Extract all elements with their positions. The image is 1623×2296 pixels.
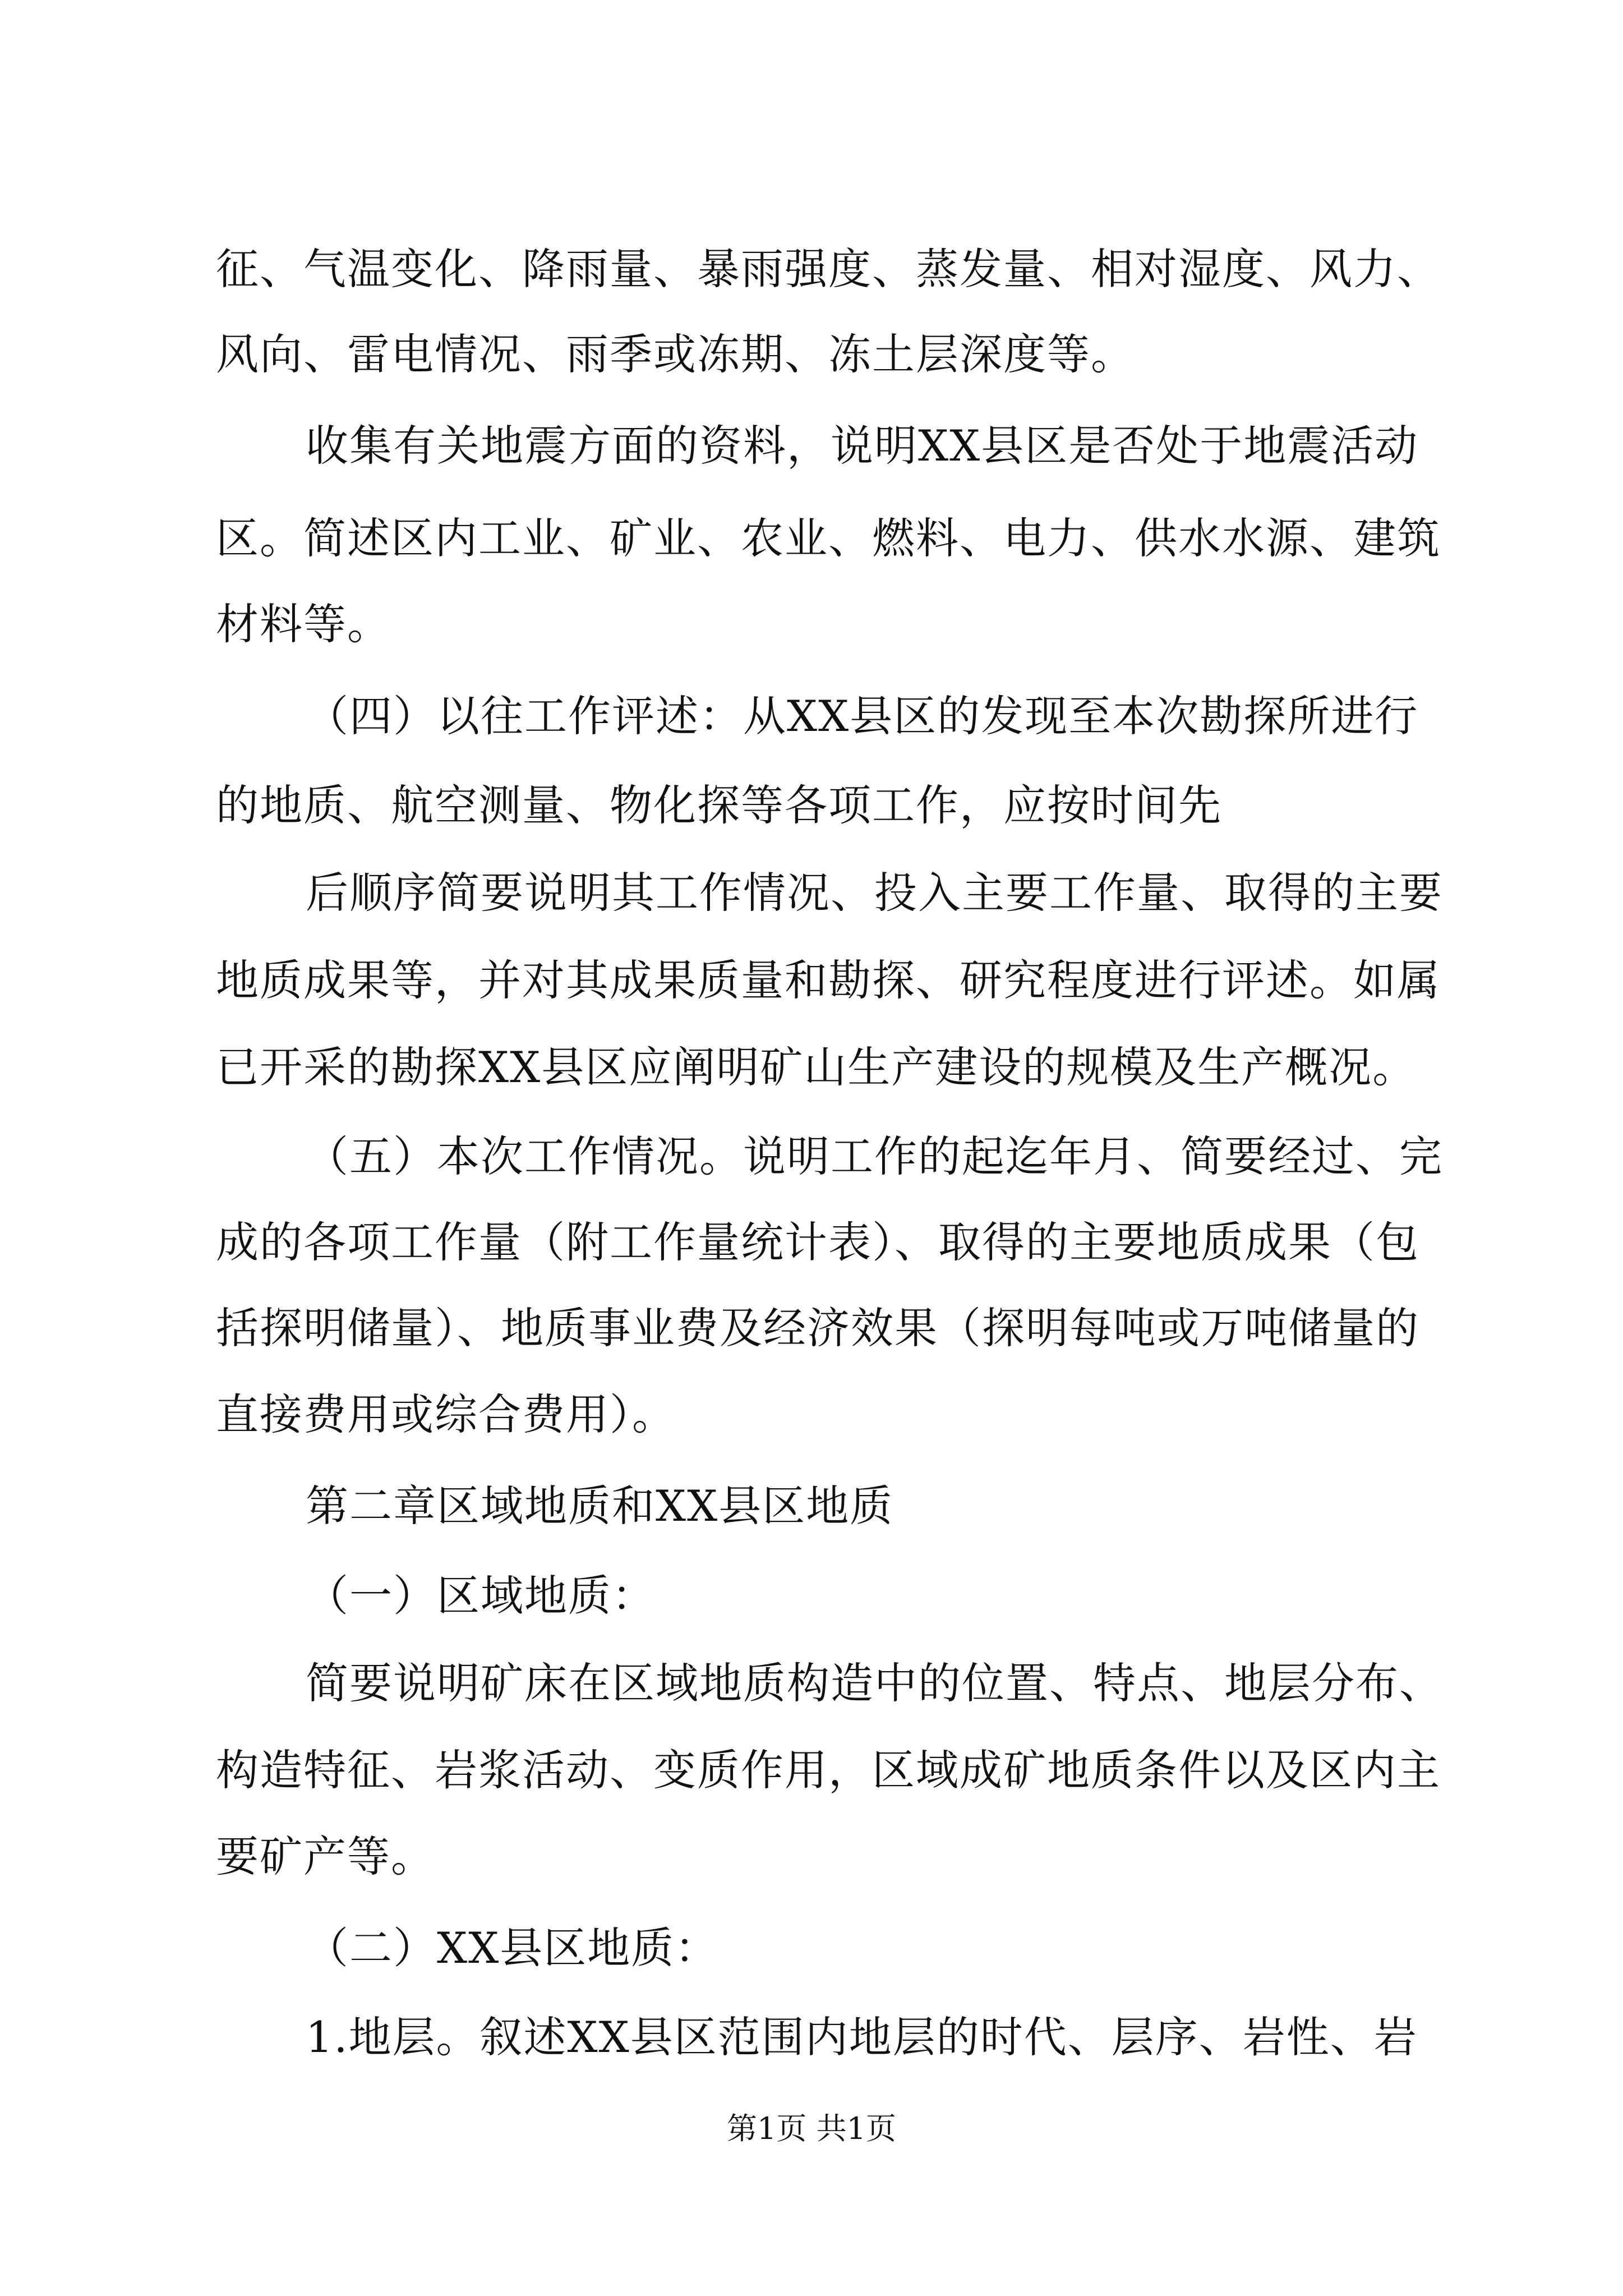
body-line: 后顺序简要说明其工作情况、投入主要工作量、取得的主要 <box>306 868 1443 918</box>
body-line: 直接费用或综合费用）。 <box>216 1389 676 1439</box>
body-line: （五）本次工作情况。说明工作的起迄年月、简要经过、完 <box>306 1131 1443 1181</box>
body-line: 区。简述区内工业、矿业、农业、燃料、电力、供水水源、建筑 <box>216 513 1441 563</box>
body-line: （四）以往工作评述：从XX县区的发现至本次勘探所进行 <box>306 691 1419 741</box>
body-line: 征、气温变化、降雨量、暴雨强度、蒸发量、相对湿度、风力、 <box>216 244 1441 294</box>
body-line: 风向、雷电情况、雨季或冻期、冻土层深度等。 <box>216 329 1135 379</box>
body-line: 成的各项工作量（附工作量统计表）、取得的主要地质成果（包 <box>216 1217 1419 1267</box>
body-line: 简要说明矿床在区域地质构造中的位置、特点、地层分布、 <box>306 1658 1443 1708</box>
section-heading: （二）XX县区地质： <box>306 1923 719 1973</box>
body-line: 收集有关地震方面的资料，说明XX县区是否处于地震活动 <box>306 421 1419 471</box>
body-line: 要矿产等。 <box>216 1832 435 1881</box>
body-line: 1.地层。叙述XX县区范围内地层的时代、层序、岩性、岩 <box>306 2012 1418 2062</box>
section-heading: （一）区域地质： <box>306 1571 656 1621</box>
body-line: 构造特征、岩浆活动、变质作用，区域成矿地质条件以及区内主 <box>216 1745 1441 1795</box>
body-line: 已开采的勘探XX县区应阐明矿山生产建设的规模及生产概况。 <box>216 1042 1417 1092</box>
chapter-heading: 第二章区域地质和XX县区地质 <box>306 1481 894 1531</box>
page-footer: 第1页 共1页 <box>727 2111 896 2146</box>
body-line: 括探明储量）、地质事业费及经济效果（探明每吨或万吨储量的 <box>216 1303 1419 1353</box>
body-line: 材料等。 <box>216 599 391 649</box>
body-line: 的地质、航空测量、物化探等各项工作，应按时间先 <box>216 780 1222 830</box>
body-line: 地质成果等，并对其成果质量和勘探、研究程度进行评述。如属 <box>216 955 1441 1005</box>
